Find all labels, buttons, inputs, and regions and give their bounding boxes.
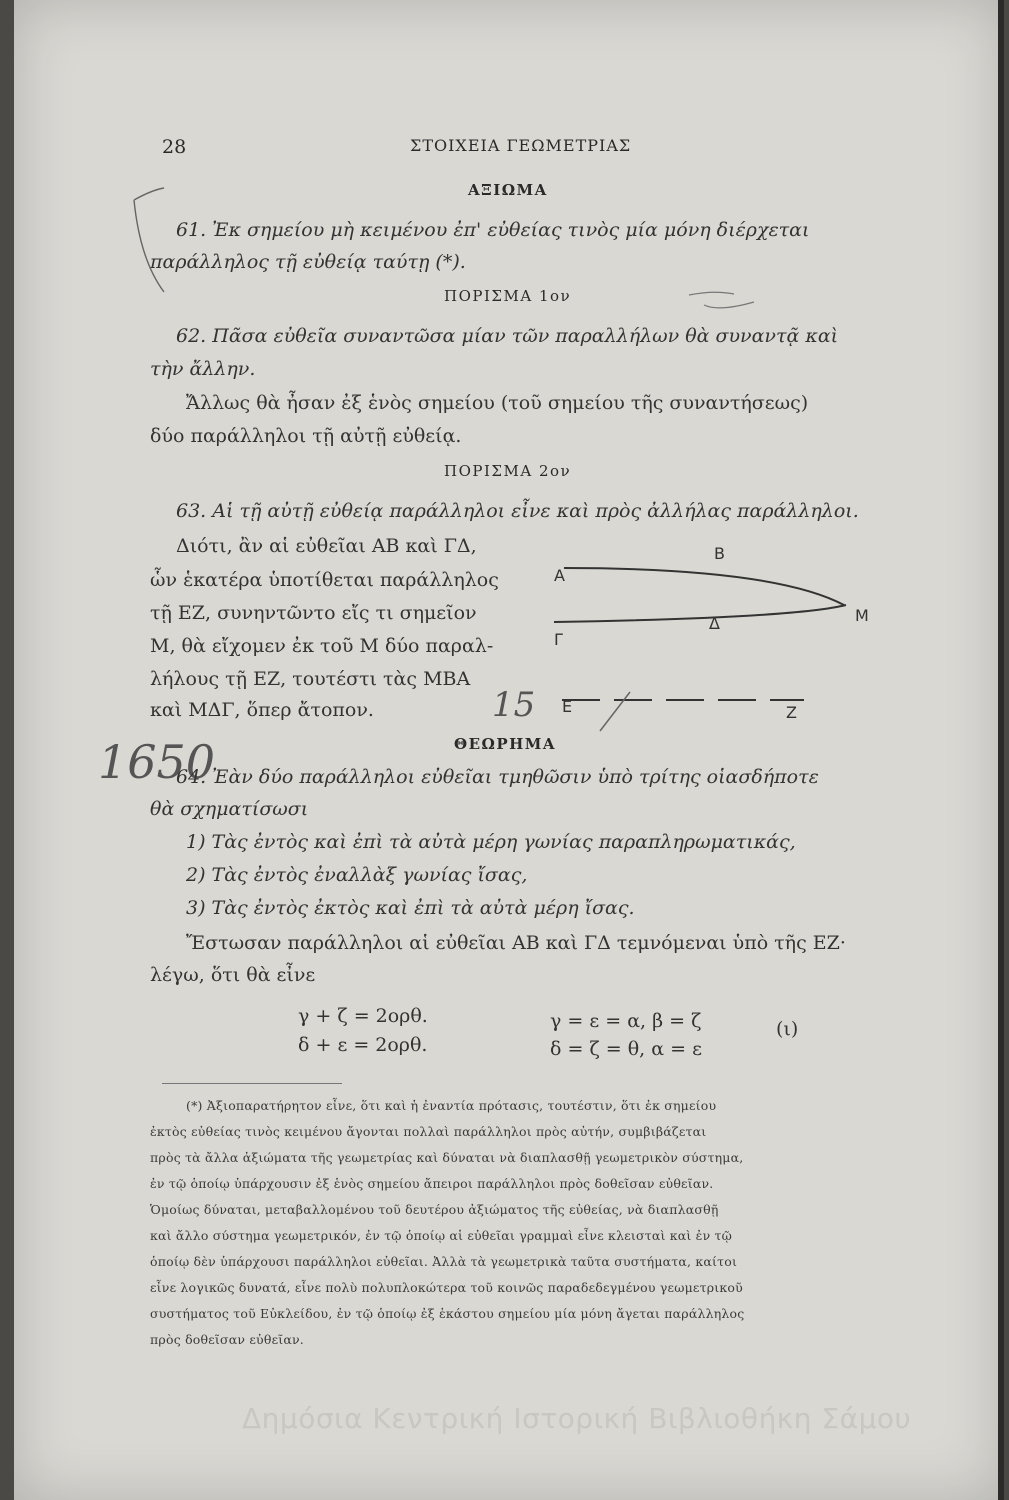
label-g: Γ [554,630,563,649]
porism-1-line-3: Ἄλλως θὰ ἦσαν ἐξ ἑνὸς σημείου (τοῦ σημείου τῆς συναντήσεως) [186,392,809,414]
proof-line-5: λήλους τῇ ΕΖ, τουτέστι τὰς ΜΒΑ [150,668,471,690]
proof-line-1: Διότι, ἂν αἱ εὐθεῖαι ΑΒ καὶ ΓΔ, [176,535,477,557]
footnote-line: ἐν τῷ ὁποίῳ ὑπάρχουσιν ἐξ ἑνὸς σημείου ἄπειροι παράλληλοι πρὸς δοθεῖσαν εὐθεῖαν. [150,1176,714,1191]
label-e: E [562,697,573,716]
porism-2-heading: ΠΟΡΙΣΜΑ 2ον [444,462,572,480]
label-m: M [855,606,869,625]
porism-2-line-1: 63. Αἱ τῇ αὐτῇ εὐθείᾳ παράλληλοι εἶνε καὶ πρὸς ἀλλήλας παράλληλοι. [176,500,859,522]
page-edge-shadow [998,0,1004,1500]
proof-line-4: Μ, θὰ εἴχομεν ἐκ τοῦ Μ δύο παραλ- [150,635,494,657]
footnote-rule [162,1083,342,1084]
label-b: B [714,544,725,563]
footnote-line: ὁποίῳ δὲν ὑπάρχουσι παράλληλοι εὐθεῖαι. Ἀλλὰ τὰ γεωμετρικὰ ταῦτα συστήματα, καίτοι [150,1254,738,1269]
footnote-line: Ὁμοίως δύναται, μεταβαλλομένου τοῦ δευτέρου ἀξιώματος τῆς εὐθείας, νὰ διαπλασθῇ [150,1202,719,1217]
handwritten-number-1650: 1650 [98,735,216,789]
line-gd [554,605,846,622]
theorem-item-2: 2) Τὰς ἐντὸς ἐναλλὰξ γωνίας ἴσας, [186,864,528,886]
proof-line-6: καὶ ΜΔΓ, ὅπερ ἄτοπον. [150,699,374,721]
footnote-line: εἶνε λογικῶς δυνατά, εἶνε πολὺ πολυπλοκώτερα τοῦ κοινῶς παραδεδεγμένου γεωμετρικοῦ [150,1280,743,1295]
equation-3: γ = ε = α, β = ζ [550,1010,702,1032]
porism-1-heading: ΠΟΡΙΣΜΑ 1ον [444,287,572,305]
running-title: ΣΤΟΙΧΕΙΑ ΓΕΩΜΕΤΡΙΑΣ [410,136,632,155]
pencil-bracket [134,188,164,292]
proof-line-3: τῇ ΕΖ, συνηντῶντο εἴς τι σημεῖον [150,602,477,624]
page-number: 28 [162,136,187,158]
footnote-line: ἐκτὸς εὐθείας τινὸς κειμένου ἄγονται πολλαὶ παράλληλοι πρὸς αὐτήν, συμβιβάζεται [150,1124,707,1139]
porism-1-line-2: τὴν ἄλλην. [150,358,256,380]
footnote-line: (*) Ἀξιοπαρατήρητον εἶνε, ὅτι καὶ ἡ ἐναντία πρότασις, τουτέστιν, ὅτι ἐκ σημείου [186,1098,717,1113]
label-z: Z [786,703,797,722]
label-d: Δ [709,614,720,633]
handwritten-number-15: 15 [492,685,536,725]
proof-line-2: ὧν ἑκατέρα ὑποτίθεται παράλληλος [150,569,499,591]
axiom-line-2: παράλληλος τῇ εὐθείᾳ ταύτῃ (*). [150,251,466,273]
equation-number: (ι) [776,1018,799,1040]
theorem-item-1: 1) Τὰς ἐντὸς καὶ ἐπὶ τὰ αὐτὰ μέρη γωνίας παραπληρωματικάς, [186,831,796,853]
axiom-line-1: 61. Ἐκ σημείου μὴ κειμένου ἐπ' εὐθείας τινὸς μία μόνη διέρχεται [176,219,810,241]
label-a: A [554,566,565,585]
line-ab [564,568,844,605]
library-watermark: Δημόσια Κεντρική Ιστορική Βιβλιοθήκη Σάμου [242,1402,912,1435]
footnote-line: συστήματος τοῦ Εὐκλείδου, ἐν τῷ ὁποίῳ ἐξ ἑκάστου σημείου μία μόνη ἄγεται παράλληλος [150,1306,745,1321]
equation-2: δ + ε = 2ορθ. [298,1034,428,1056]
axiom-heading: ΑΞΙΩΜΑ [468,181,548,199]
theorem-heading: ΘΕΩΡΗΜΑ [454,735,557,753]
theorem-item-3: 3) Τὰς ἐντὸς ἐκτὸς καὶ ἐπὶ τὰ αὐτὰ μέρη ἴσας. [186,897,635,919]
pencil-mark [600,692,630,731]
theorem-line-1: 64. Ἐὰν δύο παράλληλοι εὐθεῖαι τμηθῶσιν ὑπὸ τρίτης οἱασδήποτε [176,766,819,788]
footnote-line: καὶ ἄλλο σύστημα γεωμετρικόν, ἐν τῷ ὁποίῳ αἱ εὐθεῖαι γραμμαὶ εἶνε κλεισταὶ καὶ ἐν τῷ [150,1228,733,1243]
theorem-line-4: λέγω, ὅτι θὰ εἶνε [150,964,316,986]
equation-4: δ = ζ = θ, α = ε [550,1038,702,1060]
book-page [14,0,1004,1500]
porism-1-line-4: δύο παράλληλοι τῇ αὐτῇ εὐθείᾳ. [150,425,462,447]
pencil-scribble [689,292,754,308]
porism-1-line-1: 62. Πᾶσα εὐθεῖα συναντῶσα μίαν τῶν παραλλήλων θὰ συναντᾷ καὶ [176,325,839,347]
footnote-line: πρὸς τὰ ἄλλα ἀξιώματα τῆς γεωμετρίας καὶ δύναται νὰ διαπλασθῇ γεωμετρικὸν σύστημα, [150,1150,744,1165]
equation-1: γ + ζ = 2ορθ. [298,1005,428,1027]
theorem-line-3: Ἔστωσαν παράλληλοι αἱ εὐθεῖαι ΑΒ καὶ ΓΔ τεμνόμεναι ὑπὸ τῆς ΕΖ· [186,932,846,954]
footnote-line: πρὸς δοθεῖσαν εὐθεῖαν. [150,1332,304,1347]
theorem-line-2: θὰ σχηματίσωσι [150,798,309,820]
